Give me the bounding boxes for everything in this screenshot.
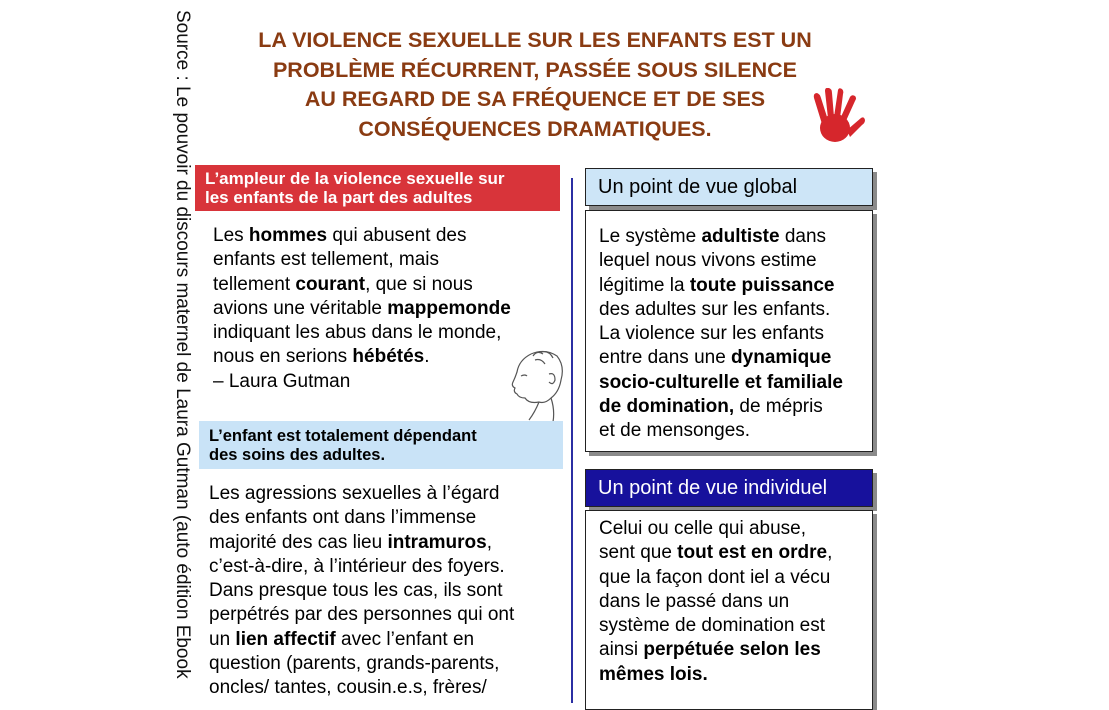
text-segment: qui abusent des xyxy=(327,225,467,246)
text-line xyxy=(213,248,511,272)
text-segment: sent que xyxy=(599,542,678,564)
emphasis-text: perpétuée selon les xyxy=(643,639,821,661)
text-segment: avions une véritable xyxy=(213,297,388,319)
title-line: PROBLÈME RÉCURRENT, PASSÉE SOUS SILENCE xyxy=(272,57,798,82)
text-line xyxy=(599,590,832,614)
global-view-text xyxy=(599,225,843,444)
global-view-box xyxy=(585,210,873,452)
emphasis-text: courant xyxy=(295,273,366,295)
text-segment: Dans presque tous les cas, ils sont xyxy=(209,580,503,602)
global-view-header xyxy=(585,168,873,206)
heading-line: des soins des adultes. xyxy=(209,446,386,464)
title-line: CONSÉQUENCES DRAMATIQUES. xyxy=(358,116,712,141)
text-line xyxy=(599,541,832,565)
text-line xyxy=(599,614,832,638)
text-line xyxy=(599,274,843,298)
text-line xyxy=(599,638,832,662)
individual-view-header xyxy=(585,469,873,507)
text-line xyxy=(209,628,514,652)
text-line xyxy=(599,249,843,273)
emphasis-text: socio-culturelle et familiale xyxy=(599,371,843,393)
text-line xyxy=(209,676,514,700)
text-line xyxy=(599,517,832,541)
text-segment: , xyxy=(486,531,492,553)
source-citation: Source : Le pouvoir du discours maternel de Laura Gutman (auto édition Ebook xyxy=(172,10,193,679)
text-segment: des enfants ont dans l’immense xyxy=(209,507,477,529)
text-segment: perpétrés par des personnes qui ont xyxy=(209,604,515,626)
text-segment: Les xyxy=(213,225,249,246)
text-line xyxy=(209,506,514,530)
column-divider xyxy=(571,178,573,703)
text-line xyxy=(599,322,843,346)
text-segment: avec l’enfant en xyxy=(335,628,475,650)
text-line xyxy=(599,225,843,249)
text-segment: des adultes sur les enfants. xyxy=(599,298,831,320)
text-line xyxy=(599,371,843,395)
text-line xyxy=(209,482,514,506)
text-segment: et de mensonges. xyxy=(599,420,751,442)
child-sketch-icon xyxy=(505,346,567,422)
page-title xyxy=(205,26,865,144)
text-line xyxy=(599,346,843,370)
text-line xyxy=(209,531,514,555)
heading-line: L’ampleur de la violence sexuelle sur xyxy=(205,169,505,188)
emphasis-text: adultiste xyxy=(701,226,780,247)
emphasis-text: tout est en ordre xyxy=(677,542,828,564)
section-heading-dependence xyxy=(199,421,563,469)
text-segment: que la façon dont iel a vécu xyxy=(599,566,831,588)
text-segment: , que si nous xyxy=(365,273,473,295)
text-segment: . xyxy=(424,346,430,368)
text-segment: de mépris xyxy=(734,396,823,418)
text-line xyxy=(209,652,514,676)
body-paragraph xyxy=(209,482,514,701)
text-segment: c’est-à-dire, à l’intérieur des foyers. xyxy=(209,555,505,577)
heading-line: L’enfant est totalement dépendant xyxy=(209,427,477,445)
text-segment: légitime la xyxy=(599,274,690,296)
text-segment: oncles/ tantes, cousin.e.s, frères/ xyxy=(209,677,487,699)
text-segment: ainsi xyxy=(599,639,644,661)
individual-view-text xyxy=(599,517,832,687)
text-segment: lequel nous vivons estime xyxy=(599,250,817,272)
text-segment: majorité des cas lieu xyxy=(209,531,388,553)
text-line xyxy=(209,603,514,627)
global-view-title: Un point de vue global xyxy=(598,176,798,198)
text-segment: Les agressions sexuelles à l’égard xyxy=(209,483,500,504)
text-line xyxy=(599,419,843,443)
text-line xyxy=(599,298,843,322)
emphasis-text: mappemonde xyxy=(387,297,511,319)
text-line xyxy=(599,566,832,590)
title-line: LA VIOLENCE SEXUELLE SUR LES ENFANTS EST UN xyxy=(258,28,812,52)
red-handprint-icon xyxy=(805,88,865,152)
text-line xyxy=(213,321,511,345)
text-segment: entre dans une xyxy=(599,347,732,369)
text-line xyxy=(213,345,511,369)
text-segment: La violence sur les enfants xyxy=(599,323,824,345)
title-line: AU REGARD DE SA FRÉQUENCE ET DE SES xyxy=(304,87,766,111)
text-line xyxy=(213,370,511,394)
emphasis-text: hébétés xyxy=(352,346,425,368)
text-segment: indiquant les abus dans le monde, xyxy=(213,322,502,344)
emphasis-text: toute puissance xyxy=(689,274,835,296)
text-segment: tellement xyxy=(213,273,296,295)
text-segment: dans le passé dans un xyxy=(599,590,790,612)
text-line xyxy=(599,395,843,419)
text-line xyxy=(599,663,832,687)
text-line xyxy=(213,224,511,248)
text-segment: un xyxy=(209,628,236,650)
text-segment: nous en serions xyxy=(213,346,353,368)
emphasis-text: intramuros xyxy=(387,531,487,553)
emphasis-text: de domination, xyxy=(599,396,735,418)
text-line xyxy=(209,555,514,579)
text-segment: Le système xyxy=(599,226,702,247)
emphasis-text: lien affectif xyxy=(235,628,336,650)
heading-line: les enfants de la part des adultes xyxy=(205,188,473,207)
text-segment: question (parents, grands-parents, xyxy=(209,653,500,675)
emphasis-text: mêmes lois. xyxy=(599,663,708,685)
individual-view-title: Un point de vue individuel xyxy=(598,477,828,499)
text-segment: , xyxy=(827,542,833,564)
text-segment: système de domination est xyxy=(599,615,826,637)
text-line xyxy=(213,297,511,321)
text-segment: Celui ou celle qui abuse, xyxy=(599,518,807,539)
text-segment: enfants est tellement, mais xyxy=(213,249,439,271)
emphasis-text: dynamique xyxy=(731,347,832,369)
text-segment: dans xyxy=(779,226,827,247)
text-line xyxy=(209,579,514,603)
text-segment: – Laura Gutman xyxy=(213,370,351,392)
section-heading-scope xyxy=(195,165,560,211)
individual-view-box xyxy=(585,510,873,710)
text-line xyxy=(213,273,511,297)
emphasis-text: hommes xyxy=(248,225,328,246)
quote-paragraph xyxy=(213,224,511,394)
